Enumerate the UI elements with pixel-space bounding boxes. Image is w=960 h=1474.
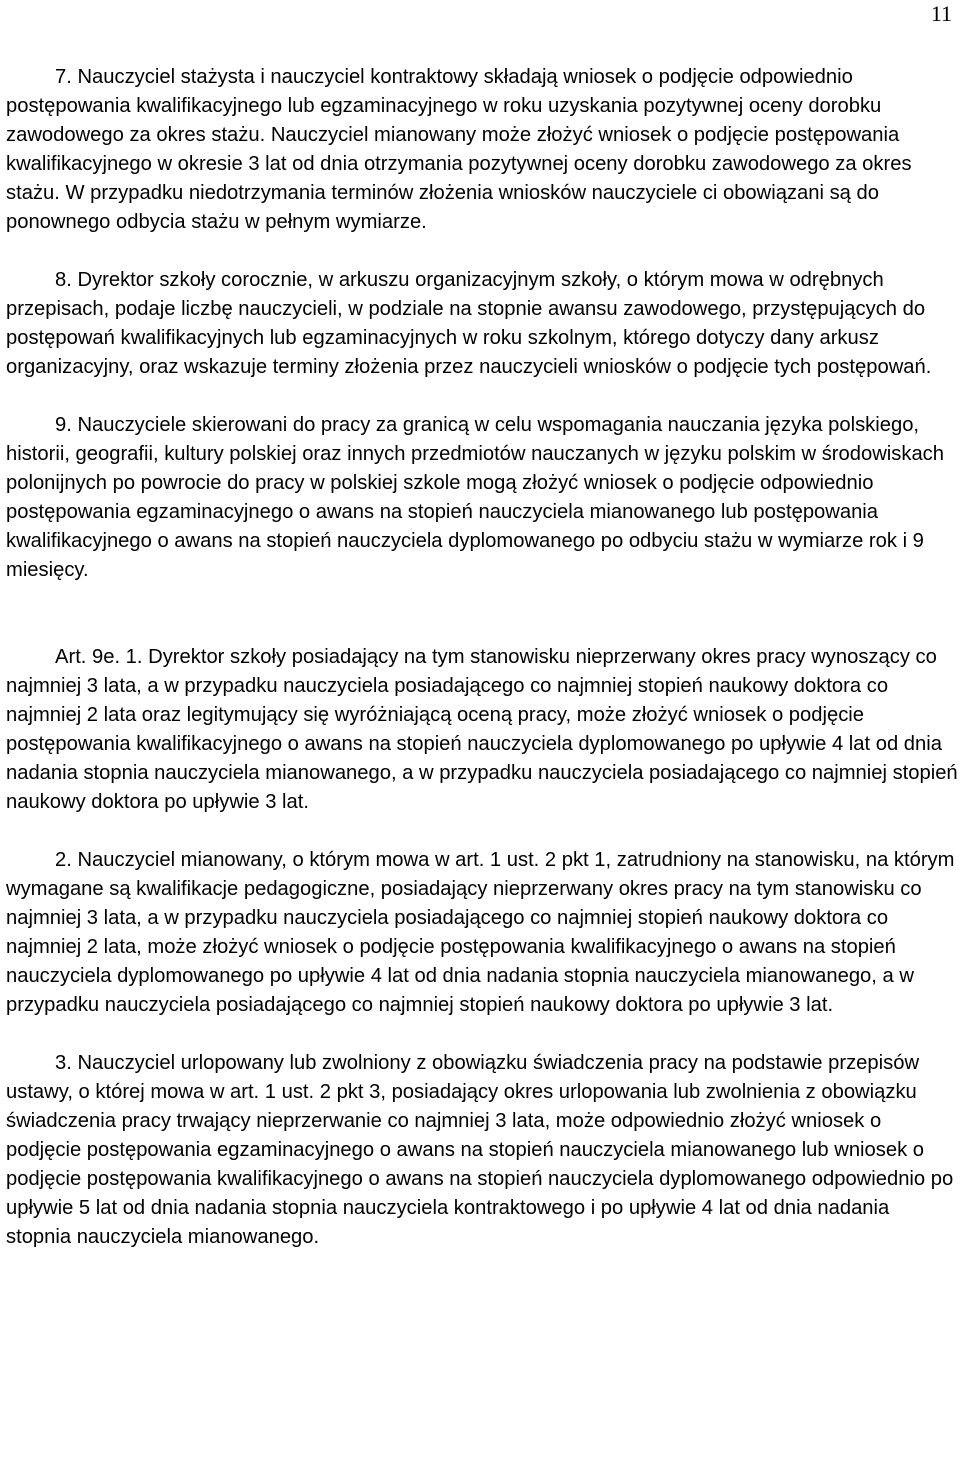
paragraph-7: 7. Nauczyciel stażysta i nauczyciel kontraktowy składają wniosek o podjęcie odpowiednio postępowania kwalifikacyjnego lub egzaminacyjnego w roku uzyskania pozytywnej oceny dorobku zawodowego za okres stażu. Nauczyciel mianowany może złożyć wniosek o podjęcie postępowania kwalifikacyjnego w okresie 3 lat od dnia otrzymania pozytywnej oceny dorobku zawodowego za okres stażu. W przypadku niedotrzymania terminów złożenia wniosków nauczyciele ci obowiązani są do ponownego odbycia stażu w pełnym wymiarze. [6, 66, 912, 233]
paragraph-8: 8. Dyrektor szkoły corocznie, w arkuszu organizacyjnym szkoły, o którym mowa w odrębnych przepisach, podaje liczbę nauczycieli, w podziale na stopnie awansu zawodowego, przystępujących do postępowań kwalifikacyjnych lub egzaminacyjnych w roku szkolnym, którego dotyczy dany arkusz organizacyjny, oraz wskazuje terminy złożenia przez nauczycieli wniosków o podjęcie tych postępowań. [6, 269, 932, 378]
document-body [6, 63, 958, 1252]
article-9e-section-3: 3. Nauczyciel urlopowany lub zwolniony z obowiązku świadczenia pracy na podstawie przepisów ustawy, o której mowa w art. 1 ust. 2 pkt 3, posiadający okres urlopowania lub zwolnienia z obowiązku świadczenia pracy trwający nieprzerwanie co najmniej 3 lata, może odpowiednio złożyć wniosek o podjęcie postępowania egzaminacyjnego o awans na stopień nauczyciela mianowanego lub wniosek o podjęcie postępowania kwalifikacyjnego o awans na stopień nauczyciela dyplomowanego odpowiednio po upływie 5 lat od dnia nadania stopnia nauczyciela kontraktowego i po upływie 4 lat od dnia nadania stopnia nauczyciela mianowanego. [6, 1052, 954, 1248]
article-9e-section-2: 2. Nauczyciel mianowany, o którym mowa w art. 1 ust. 2 pkt 1, zatrudniony na stanowisku, na którym wymagane są kwalifikacje pedagogiczne, posiadający nieprzerwany okres pracy na tym stanowisku co najmniej 3 lata, a w przypadku nauczyciela posiadającego co najmniej stopień naukowy doktora co najmniej 2 lata, może złożyć wniosek o podjęcie postępowania kwalifikacyjnego o awans na stopień nauczyciela dyplomowanego po upływie 4 lat od dnia nadania stopnia nauczyciela mianowanego, a w przypadku nauczyciela posiadającego co najmniej stopień naukowy doktora po upływie 3 lat. [6, 849, 955, 1016]
paragraph-9: 9. Nauczyciele skierowani do pracy za granicą w celu wspomagania nauczania języka polskiego, historii, geografii, kultury polskiej oraz innych przedmiotów nauczanych w języku polskim w środowiskach polonijnych po powrocie do pracy w polskiej szkole mogą złożyć wniosek o podjęcie odpowiednio postępowania egzaminacyjnego o awans na stopień nauczyciela mianowanego lub postępowania kwalifikacyjnego o awans na stopień nauczyciela dyplomowanego po odbyciu stażu w wymiarze rok i 9 miesięcy. [6, 414, 944, 581]
article-9e-section-1: Art. 9e. 1. Dyrektor szkoły posiadający na tym stanowisku nieprzerwany okres pracy wynoszący co najmniej 3 lata, a w przypadku nauczyciela posiadającego co najmniej stopień naukowy doktora co najmniej 2 lata oraz legitymujący się wyróżniającą oceną pracy, może złożyć wniosek o podjęcie postępowania kwalifikacyjnego o awans na stopień nauczyciela dyplomowanego po upływie 4 lat od dnia nadania stopnia nauczyciela mianowanego, a w przypadku nauczyciela posiadającego co najmniej stopień naukowy doktora po upływie 3 lat. [6, 646, 958, 813]
page-number: 11 [930, 1, 952, 26]
